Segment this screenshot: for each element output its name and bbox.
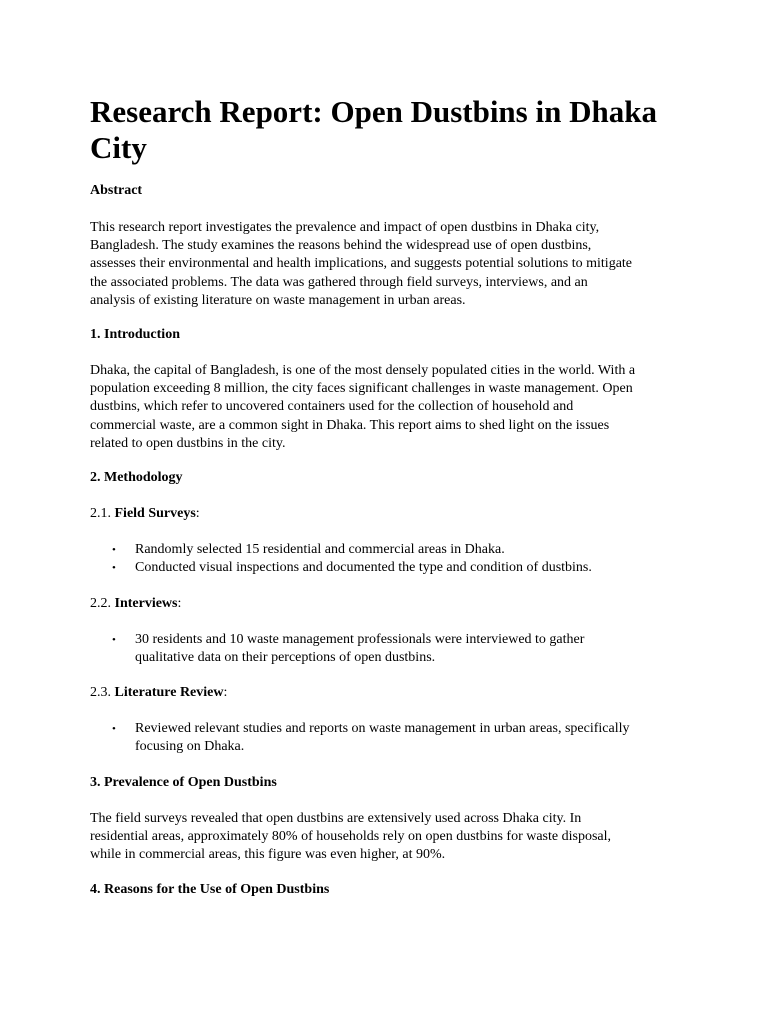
field-surveys-list — [90, 541, 690, 577]
text-line: analysis of existing literature on waste management in urban areas. — [90, 292, 466, 308]
subsection-colon: : — [177, 596, 182, 611]
text-line: Randomly selected 15 residential and commercial areas in Dhaka. — [135, 542, 505, 557]
text-line: dustbins, which refer to uncovered containers used for the collection of household and — [90, 399, 574, 415]
text-line: 30 residents and 10 waste management professionals were interviewed to gather — [135, 632, 585, 647]
section-heading-reasons: 4. Reasons for the Use of Open Dustbins — [90, 882, 330, 897]
text-line: related to open dustbins in the city. — [90, 435, 286, 451]
subsection-label: Field Surveys — [114, 506, 196, 521]
subsection-label: Literature Review — [114, 685, 224, 700]
bullet-icon: • — [112, 544, 116, 556]
page-title — [90, 94, 690, 166]
subsection-number: 2.2. — [90, 596, 115, 611]
text-line: The field surveys revealed that open dustbins are extensively used across Dhaka city. In — [90, 811, 582, 826]
bullet-icon: • — [112, 723, 116, 735]
text-line: while in commercial areas, this figure was even higher, at 90%. — [90, 847, 446, 863]
text-line: Dhaka, the capital of Bangladesh, is one of the most densely populated cities in the world. With a — [90, 363, 636, 378]
title-line: Research Report: Open Dustbins in Dhaka — [90, 94, 657, 129]
list-item — [90, 541, 690, 559]
text-line: commercial waste, are a common sight in Dhaka. This report aims to shed light on the issues — [90, 417, 610, 433]
section-heading-introduction: 1. Introduction — [90, 327, 180, 342]
section-heading-prevalence: 3. Prevalence of Open Dustbins — [90, 775, 277, 790]
text-line: qualitative data on their perceptions of open dustbins. — [135, 650, 436, 666]
subsection-label: Interviews — [114, 596, 178, 611]
abstract-paragraph — [90, 219, 690, 310]
section-heading-methodology: 2. Methodology — [90, 470, 183, 485]
text-line: population exceeding 8 million, the city faces significant challenges in waste management. Open — [90, 381, 633, 397]
subsection-colon: : — [195, 506, 200, 521]
prevalence-paragraph — [90, 810, 690, 865]
text-line: assesses their environmental and health implications, and suggests potential solutions to mitigate — [90, 256, 633, 272]
subsection-heading-literature-review — [90, 685, 227, 701]
list-item — [90, 559, 690, 577]
bullet-icon: • — [112, 634, 116, 646]
text-line: residential areas, approximately 80% of households rely on open dustbins for waste disposal, — [90, 829, 611, 845]
title-line: City — [90, 130, 147, 165]
text-line: This research report investigates the prevalence and impact of open dustbins in Dhaka city, — [90, 220, 600, 235]
abstract-heading: Abstract — [90, 183, 143, 198]
subsection-colon: : — [223, 685, 228, 700]
bullet-icon: • — [112, 562, 116, 575]
text-line: the associated problems. The data was gathered through field surveys, interviews, and an — [90, 274, 588, 290]
text-line: Conducted visual inspections and documented the type and condition of dustbins. — [135, 560, 592, 576]
interviews-list — [90, 631, 690, 667]
literature-review-list — [90, 720, 690, 756]
subsection-heading-field-surveys — [90, 506, 200, 522]
introduction-paragraph — [90, 362, 690, 453]
text-line: Bangladesh. The study examines the reasons behind the widespread use of open dustbins, — [90, 238, 592, 254]
text-line: focusing on Dhaka. — [135, 739, 245, 755]
subsection-number: 2.3. — [90, 685, 115, 700]
text-line: Reviewed relevant studies and reports on waste management in urban areas, specifically — [135, 721, 630, 736]
subsection-heading-interviews — [90, 596, 181, 612]
list-item — [90, 720, 690, 756]
subsection-number: 2.1. — [90, 506, 115, 521]
list-item — [90, 631, 690, 667]
